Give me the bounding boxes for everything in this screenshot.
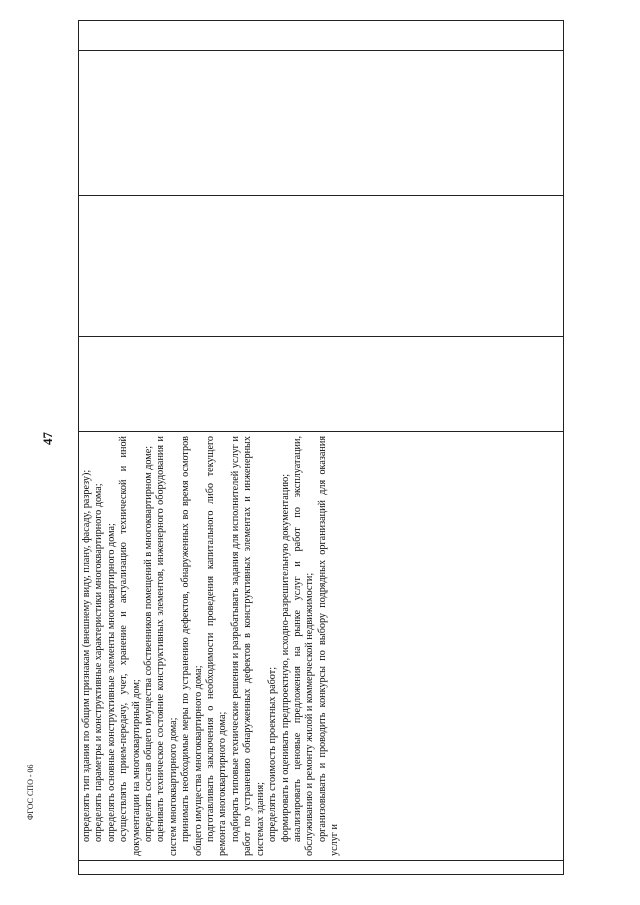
list-item: определять параметры и конструктивные характеристики многоквартирного дома; bbox=[93, 483, 105, 842]
list-item: осуществлять прием-передачу, учет, хранение и актуализацию технической и иной документации на многоквартирный дом; bbox=[118, 436, 142, 856]
list-item: анализировать ценовые предложения на рынке услуг и работ по эксплуатации, обслуживанию и ремонту жилой и коммерческой недвижимости; bbox=[291, 436, 316, 856]
list-item: определять стоимость проектных работ; bbox=[267, 666, 279, 842]
table-cell-empty bbox=[79, 337, 564, 432]
table-cell-empty bbox=[79, 51, 564, 196]
table-cell-skills bbox=[79, 432, 564, 861]
page-number: 47 bbox=[40, 432, 55, 445]
list-item: определять состав общего имущества собственников помещений в многоквартирном доме; bbox=[143, 445, 155, 842]
table-cell-empty bbox=[79, 196, 564, 337]
list-item: формировать и оценивать предпроектную, исходно-разрешительную документацию; bbox=[279, 473, 291, 842]
list-item: принимать необходимые меры по устранению дефектов, обнаруженных во время осмотров общего имущества многоквартирного дома; bbox=[180, 436, 204, 856]
list-item: определять основные конструктивные элементы многоквартирного дома; bbox=[105, 523, 117, 842]
table-cell-empty bbox=[79, 21, 564, 51]
list-item: определять тип здания по общим признакам (внешнему виду, плану, фасаду, разрезу); bbox=[81, 469, 92, 842]
list-item: оценивать техническое состояние конструктивных элементов, инженерного оборудования и систем многоквартирного дома; bbox=[155, 436, 179, 856]
rotated-table-container bbox=[78, 35, 564, 875]
list-item: подготавливать заключения о необходимости проведения капитального либо текущего ремонта многоквартирного дома; bbox=[205, 436, 229, 856]
list-item: подбирать типовые технические решения и разрабатывать задания для исполнителей услуг и работ по устранению обнаруженных дефектов в конструктивных элементах и инженерных системах здания; bbox=[229, 436, 266, 856]
list-item: организовывать и проводить конкурсы по выбору подрядных организаций для оказания услуг и bbox=[316, 436, 341, 856]
footer-code: ФГОС СПО - 06 bbox=[26, 764, 35, 820]
skill-list bbox=[81, 436, 342, 856]
curriculum-table bbox=[78, 20, 564, 875]
table-cell-index bbox=[79, 861, 564, 875]
table-row bbox=[79, 21, 564, 875]
